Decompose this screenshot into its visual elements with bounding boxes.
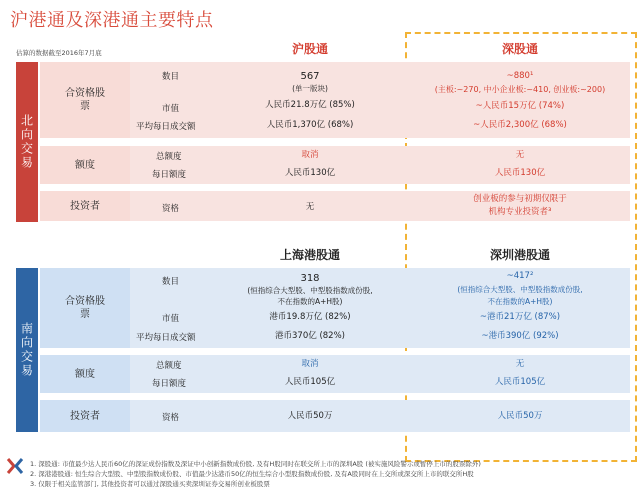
north-sz-investor-line1: 创业板的参与初期仅限于 [473,194,567,204]
north-item-mktcap: 市值 [162,104,180,114]
north-sh-daily-quota: 人民币130亿 [284,168,336,178]
north-item-turnover: 平均每日成交额 [136,122,196,132]
north-sh-board-note: (单一版块) [292,84,328,93]
north-item-eligibility: 资格 [162,204,180,214]
south-item-count: 数目 [162,277,180,287]
south-item-mktcap: 市值 [162,314,180,324]
south-item-total-quota: 总额度 [156,361,182,371]
sz-southbound-header: 深圳港股通 [489,248,550,262]
sh-connect-header: 沪股通 [291,42,328,56]
south-item-turnover: 平均每日成交额 [136,333,196,343]
south-sh-constituents-1: (恒指综合大型股、中型股指数成份股, [247,286,373,295]
hkex-logo-icon [6,457,24,475]
northbound-side-label: 北向交易 [16,62,38,222]
north-sz-daily-quota: 人民币130亿 [494,168,546,178]
south-sz-mktcap: ~港币21万亿 (87%) [479,312,561,322]
south-sz-total-quota: 无 [515,359,525,369]
south-sz-turnover: ~港币390亿 (92%) [481,331,559,341]
north-sz-board-breakdown: (主板:~270, 中小企业板:~410, 创业板:~200) [434,85,606,94]
south-sz-daily-quota: 人民币105亿 [494,377,546,387]
south-quota-label: 额度 [40,355,130,393]
south-sz-constituents-2: 不在指数的A+H股) [487,297,553,306]
footnote-1: 1. 深股通: 市值最少达人民币60亿的深证成份指数及深证中小创新指数成份股, 及有H股同时在联交所上市的深圳A股 (被实施风险警示或暂停上市的股票除外) [30,460,481,468]
south-qualified-label: 合资格股票 [40,268,130,348]
north-sz-total-quota: 无 [515,150,525,160]
north-sh-turnover: 人民币1,370亿 (68%) [266,120,354,130]
south-investor-label: 投资者 [40,400,130,432]
north-qualified-label: 合资格股票 [40,62,130,138]
south-item-daily-quota: 每日额度 [152,379,187,389]
footnote-2: 2. 深港港股通: 恒生综合大型股、中型股指数成份股、市值最少达港币50亿的恒生综合小型股指数成份股, 及有A股同时在上交所或深交所上市的联交所H股 [30,470,474,478]
sh-southbound-header: 上海港股通 [279,248,340,262]
south-sh-investor: 人民币50万 [287,411,333,421]
south-sh-constituents-2: 不在指数的A+H股) [277,297,343,306]
north-sz-mktcap: ~人民币15万亿 (74%) [475,101,565,111]
south-sh-total-quota: 取消 [301,359,319,369]
south-sz-constituents-1: (恒指综合大型股、中型股指数成份股, [457,285,583,294]
north-quota-label: 额度 [40,146,130,184]
north-sh-count: 567 [300,71,320,82]
north-sh-total-quota: 取消 [301,150,319,160]
north-sh-mktcap: 人民币21.8万亿 (85%) [265,100,355,110]
sz-connect-header: 深股通 [501,42,538,56]
page-title: 沪港通及深港通主要特点 [10,10,214,31]
north-sh-investor: 无 [305,202,315,212]
north-sz-investor-line2: 机构专业投资者³ [488,207,552,217]
north-item-count: 数目 [162,72,180,82]
south-sh-count: 318 [300,273,320,284]
north-investor-label: 投资者 [40,191,130,221]
south-sh-turnover: 港币370亿 (82%) [275,331,345,341]
north-item-daily-quota: 每日额度 [152,170,187,180]
south-sz-investor: 人民币50万 [497,411,543,421]
south-sh-mktcap: 港币19.8万亿 (82%) [269,312,351,322]
southbound-side-label: 南向交易 [16,268,38,432]
south-sh-daily-quota: 人民币105亿 [284,377,336,387]
south-sz-count: ~417² [506,271,534,281]
north-item-total-quota: 总额度 [156,152,182,162]
data-date-note: 估算的数据截至2016年7月底 [16,49,102,57]
footnote-3: 3. 仅限于相关监管部门, 其他投资者可以通过深股通买卖深圳证券交易所创业板股票 [30,480,270,488]
north-sz-turnover: ~人民币2,300亿 (68%) [473,120,567,130]
north-sz-count: ~880¹ [506,71,534,81]
south-item-eligibility: 资格 [162,413,180,423]
